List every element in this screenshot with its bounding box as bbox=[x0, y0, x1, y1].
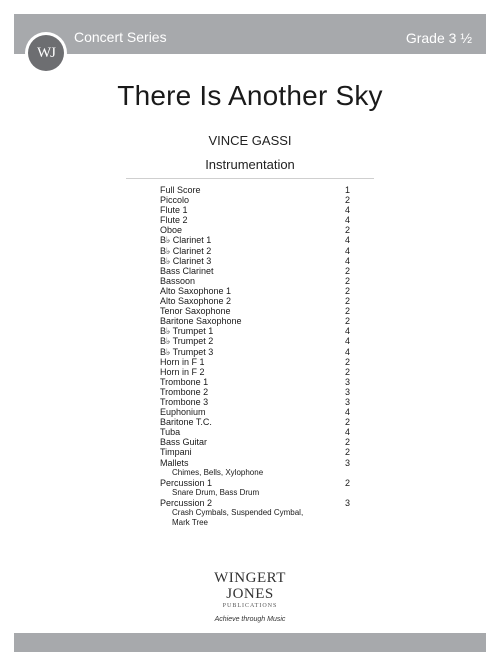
instrument-row bbox=[160, 276, 350, 286]
instrument-qty: 4 bbox=[344, 245, 350, 256]
instrument-qty: 4 bbox=[344, 407, 350, 418]
instrument-row bbox=[160, 357, 350, 367]
instrument-qty: 4 bbox=[344, 326, 350, 337]
instrument-name: B♭ Clarinet 3 bbox=[160, 255, 212, 266]
instrument-detail: Chimes, Bells, Xylophone bbox=[172, 467, 264, 477]
instrument-qty: 4 bbox=[344, 205, 350, 216]
instrument-row bbox=[160, 417, 350, 427]
instrument-row bbox=[160, 296, 350, 306]
instrument-name: Trombone 1 bbox=[160, 376, 209, 387]
instrument-name: Percussion 2 bbox=[160, 497, 213, 508]
instrument-row bbox=[160, 225, 350, 235]
instrument-row bbox=[160, 347, 350, 357]
composer-name: VINCE GASSI bbox=[208, 133, 292, 148]
instrumentation-heading: Instrumentation bbox=[205, 157, 295, 172]
instrument-detail: Mark Tree bbox=[172, 518, 209, 528]
instrument-name: B♭ Trumpet 1 bbox=[160, 326, 214, 337]
instrument-qty: 2 bbox=[344, 265, 350, 276]
logo-monogram: WJ bbox=[28, 35, 64, 71]
instrument-qty: 4 bbox=[344, 215, 350, 226]
instrument-row bbox=[160, 215, 350, 225]
instrument-name: Bassoon bbox=[160, 275, 196, 286]
instrument-row bbox=[160, 306, 350, 316]
instrument-name: Alto Saxophone 2 bbox=[160, 296, 232, 307]
instrument-name: Percussion 1 bbox=[160, 477, 213, 488]
instrument-name: Full Score bbox=[160, 185, 201, 195]
instrument-name: Timpani bbox=[160, 447, 192, 458]
divider bbox=[126, 178, 374, 179]
instrument-name: Baritone Saxophone bbox=[160, 316, 242, 327]
instrument-row bbox=[160, 427, 350, 437]
page-title: There Is Another Sky bbox=[117, 80, 383, 111]
instrument-name: Horn in F 2 bbox=[160, 366, 205, 377]
instrument-row bbox=[160, 336, 350, 346]
instrument-name: Flute 2 bbox=[160, 215, 188, 226]
instrument-name: Tenor Saxophone bbox=[160, 306, 231, 317]
instrument-qty: 4 bbox=[344, 255, 350, 266]
instrument-qty: 2 bbox=[344, 275, 350, 286]
publisher-name: WINGERT bbox=[214, 570, 286, 586]
instrument-name: Trombone 2 bbox=[160, 386, 209, 397]
instrument-name: Flute 1 bbox=[160, 205, 188, 216]
instrument-qty: 2 bbox=[344, 316, 350, 327]
instrument-name: Bass Guitar bbox=[160, 437, 208, 448]
instrument-row bbox=[160, 367, 350, 377]
instrument-qty: 3 bbox=[344, 396, 350, 407]
instrument-qty: 2 bbox=[344, 366, 350, 377]
instrument-row bbox=[160, 256, 350, 266]
instrument-row bbox=[160, 498, 350, 508]
instrument-qty: 2 bbox=[344, 477, 350, 488]
instrument-row bbox=[160, 266, 350, 276]
instrument-row bbox=[160, 447, 350, 457]
instrument-row bbox=[160, 316, 350, 326]
instrument-qty: 1 bbox=[344, 185, 350, 195]
instrument-row bbox=[160, 407, 350, 417]
instrument-qty: 3 bbox=[344, 386, 350, 397]
instrument-row bbox=[160, 397, 350, 407]
instrument-name: B♭ Trumpet 3 bbox=[160, 346, 214, 357]
instrument-row bbox=[160, 437, 350, 447]
instrument-name: Bass Clarinet bbox=[160, 265, 214, 276]
instrument-qty: 2 bbox=[344, 417, 350, 428]
instrument-row bbox=[160, 246, 350, 256]
instrument-name: B♭ Clarinet 2 bbox=[160, 245, 212, 256]
instrument-name: Alto Saxophone 1 bbox=[160, 285, 232, 296]
instrument-detail: Crash Cymbals, Suspended Cymbal, bbox=[172, 508, 304, 517]
publisher-name-2: JONES bbox=[226, 586, 274, 602]
instrument-row bbox=[160, 458, 350, 468]
instrument-qty: 2 bbox=[344, 225, 350, 236]
instrument-qty: 4 bbox=[344, 346, 350, 357]
instrument-qty: 4 bbox=[344, 235, 350, 246]
instrument-qty: 3 bbox=[344, 376, 350, 387]
instrument-qty: 2 bbox=[344, 356, 350, 367]
instrument-qty: 2 bbox=[344, 437, 350, 448]
grade-label: Grade 3 ½ bbox=[405, 30, 472, 46]
instrument-row bbox=[160, 185, 350, 195]
instrument-row bbox=[160, 387, 350, 397]
instrument-row bbox=[160, 195, 350, 205]
instrument-detail: Snare Drum, Bass Drum bbox=[172, 487, 260, 497]
instrument-name: B♭ Clarinet 1 bbox=[160, 235, 212, 246]
instrument-qty: 2 bbox=[344, 195, 350, 206]
instrument-qty: 3 bbox=[344, 497, 350, 508]
instrument-name: B♭ Trumpet 2 bbox=[160, 336, 214, 347]
instrument-qty: 4 bbox=[344, 336, 350, 347]
instrument-row bbox=[160, 478, 350, 488]
instrument-qty: 2 bbox=[344, 285, 350, 296]
instrument-qty: 2 bbox=[344, 447, 350, 458]
instrument-row bbox=[160, 235, 350, 245]
publisher-logo bbox=[200, 570, 300, 623]
instrument-name: Euphonium bbox=[160, 407, 206, 418]
wj-logo-icon bbox=[25, 32, 67, 74]
instrument-name: Piccolo bbox=[160, 195, 190, 206]
instrument-name: Baritone T.C. bbox=[160, 417, 212, 428]
footer-bar bbox=[14, 633, 486, 652]
instrument-qty: 2 bbox=[344, 306, 350, 317]
instrument-name: Mallets bbox=[160, 457, 189, 468]
instrument-row bbox=[160, 377, 350, 387]
instrument-qty: 4 bbox=[344, 427, 350, 438]
instrument-row bbox=[160, 205, 350, 215]
instrument-name: Horn in F 1 bbox=[160, 356, 205, 367]
instrument-qty: 2 bbox=[344, 296, 350, 307]
instrument-name: Oboe bbox=[160, 225, 183, 236]
instrument-name: Trombone 3 bbox=[160, 396, 209, 407]
instrument-name: Tuba bbox=[160, 427, 181, 438]
publisher-sub: PUBLICATIONS bbox=[222, 603, 278, 609]
publisher-tagline: Achieve through Music bbox=[214, 616, 286, 623]
instrument-row bbox=[160, 326, 350, 336]
instrumentation-list bbox=[160, 185, 350, 528]
instrument-qty: 3 bbox=[344, 457, 350, 468]
instrument-row bbox=[160, 286, 350, 296]
series-label: Concert Series bbox=[74, 29, 167, 45]
